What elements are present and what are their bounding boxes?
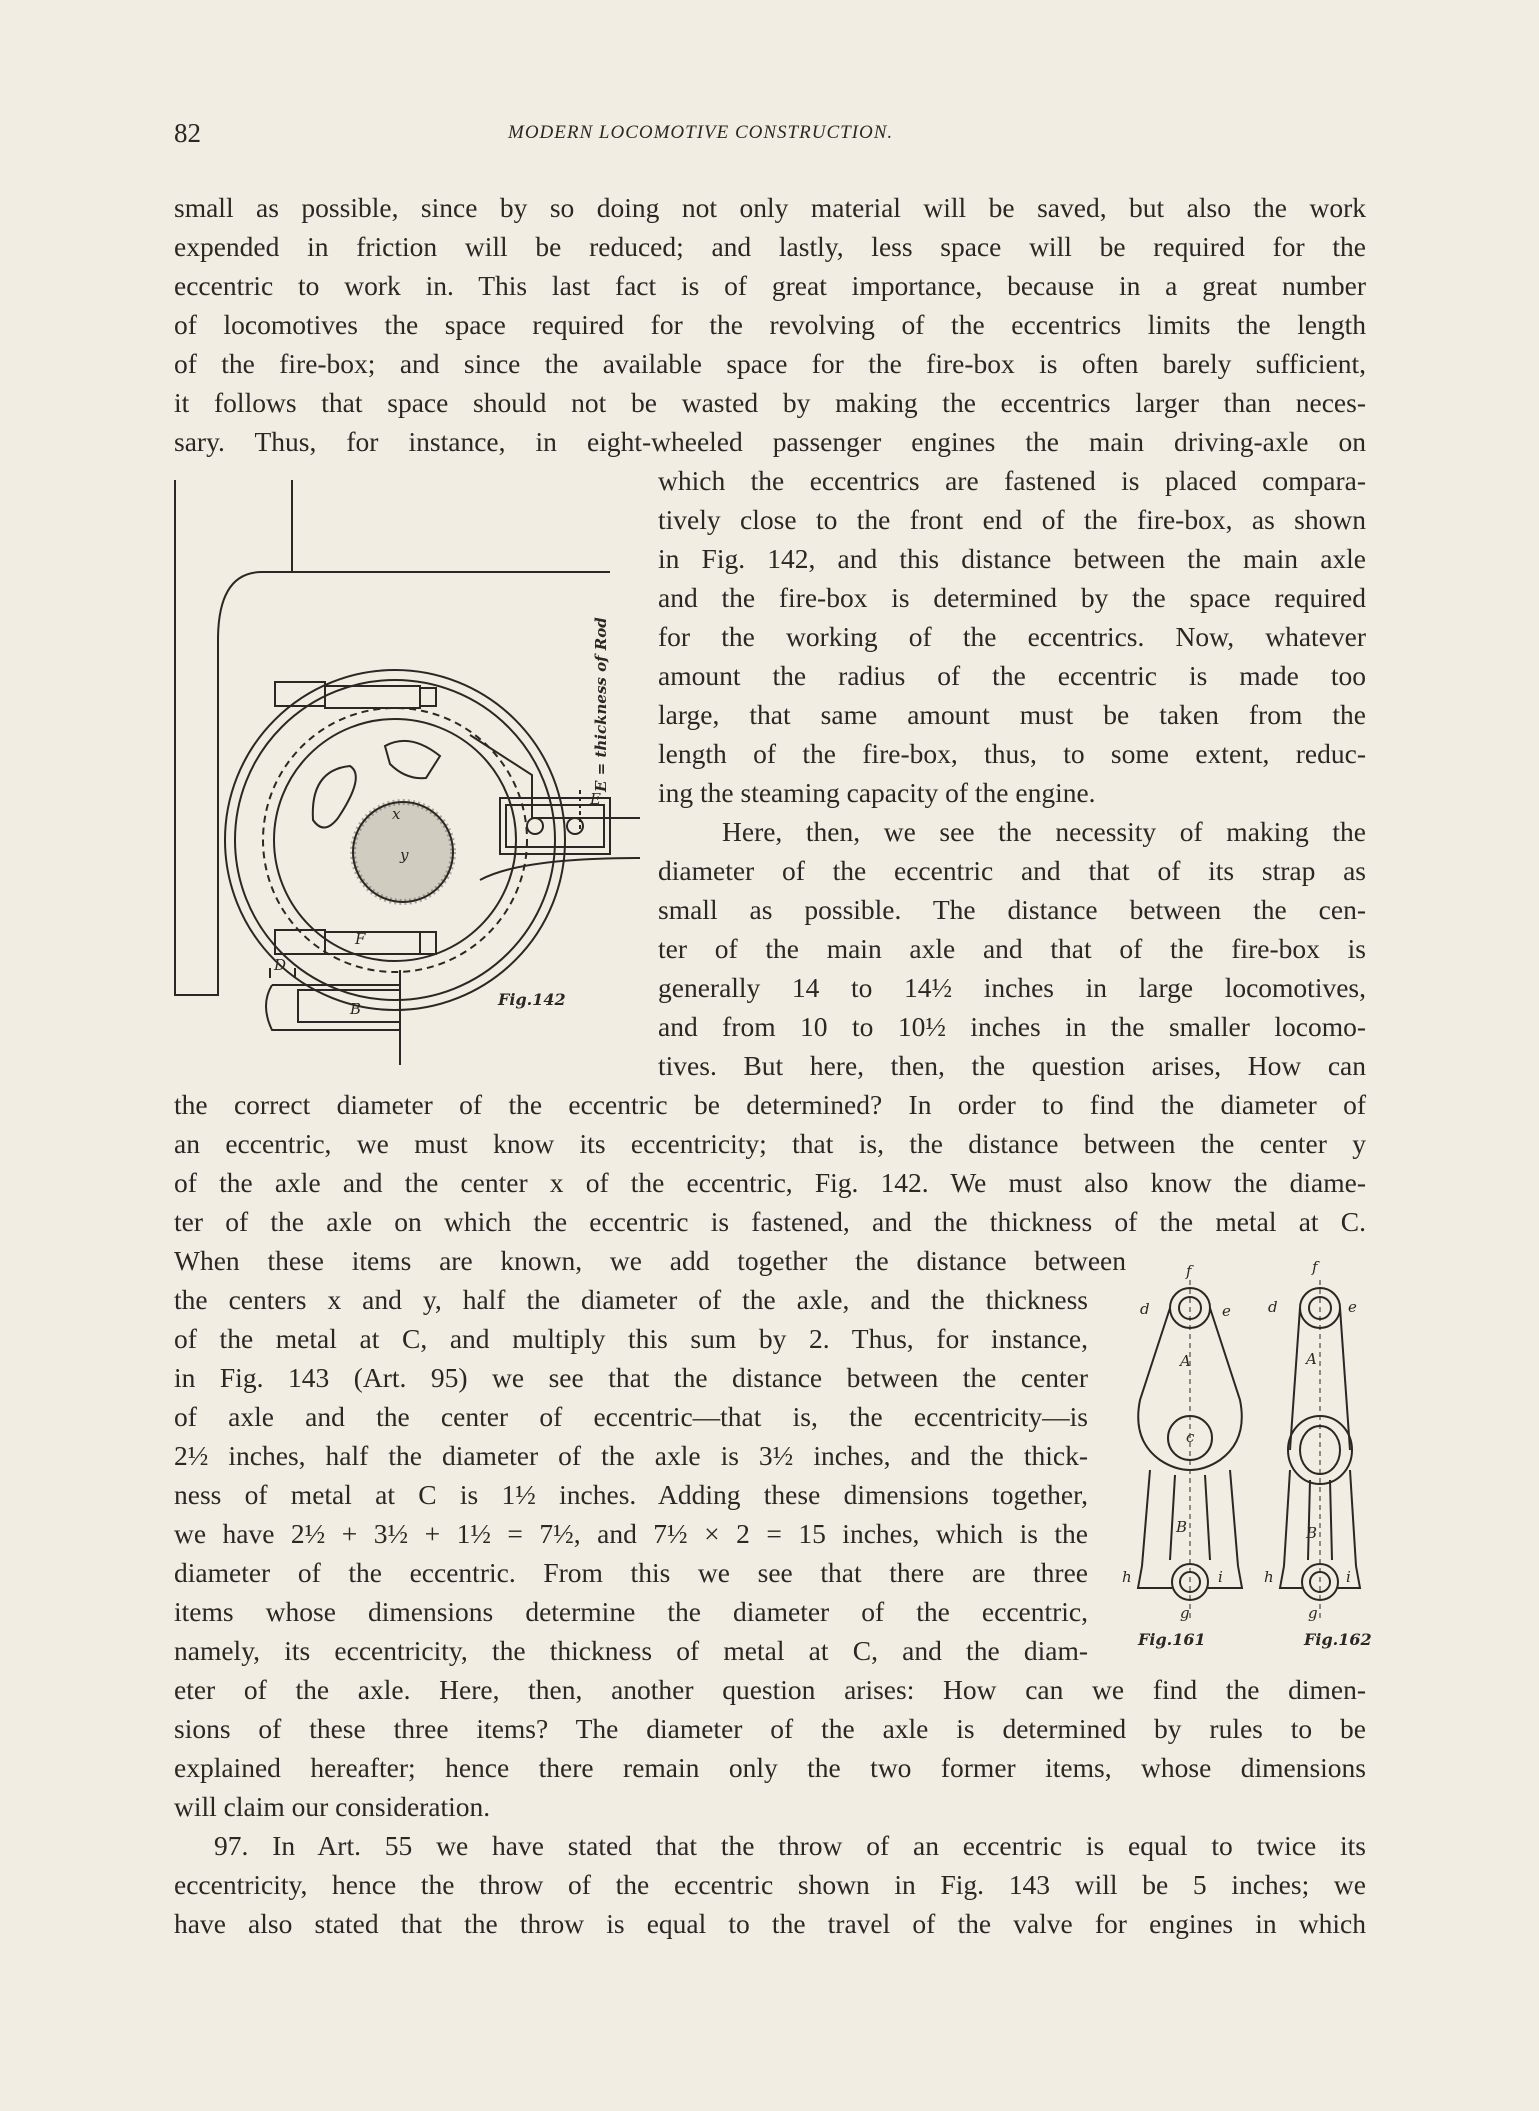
- text-line: 97. In Art. 55 we have stated that the throw of an eccentric is equal to twice its: [214, 1830, 1366, 1861]
- text-line: large, that same amount must be taken from the: [658, 699, 1366, 730]
- fig162-label-b: B: [1306, 1524, 1318, 1542]
- fig161-label-g: g: [1180, 1604, 1190, 1622]
- fig161-label-f: f: [1186, 1262, 1192, 1280]
- text-line: When these items are known, we add together the distance between: [174, 1245, 1126, 1276]
- text-line: explained hereafter; hence there remain only the two former items, whose dimensions: [174, 1752, 1366, 1783]
- fig161-label-e: e: [1222, 1302, 1231, 1320]
- page-number: 82: [174, 118, 201, 148]
- fig142-label-b: B: [350, 1000, 362, 1018]
- text-line: Here, then, we see the necessity of making the: [722, 816, 1366, 847]
- text-line: length of the fire-box, thus, to some extent, reduc-: [658, 738, 1366, 769]
- text-line: for the working of the eccentrics. Now, whatever: [658, 621, 1366, 652]
- text-line: tively close to the front end of the fire-box, as shown: [658, 504, 1366, 535]
- fig142-label-x: x: [392, 805, 401, 823]
- text-line: diameter of the eccentric and that of its strap as: [658, 855, 1366, 886]
- fig161-label-h: h: [1122, 1568, 1132, 1586]
- text-line: of axle and the center of eccentric—that is, the eccentricity—is: [174, 1401, 1088, 1432]
- text-line: we have 2½ + 3½ + 1½ = 7½, and 7½ × 2 = 15 inches, which is the: [174, 1518, 1088, 1549]
- fig161-label-b: B: [1176, 1518, 1188, 1536]
- fig162-label-e: e: [1348, 1298, 1357, 1316]
- text-line: expended in friction will be reduced; and lastly, less space will be required for the: [174, 231, 1366, 262]
- fig161-label-i: i: [1218, 1568, 1223, 1586]
- text-line: eccentricity, hence the throw of the eccentric shown in Fig. 143 will be 5 inches; we: [174, 1869, 1366, 1900]
- fig142-label-f: F: [355, 930, 366, 948]
- fig162-label-h: h: [1264, 1568, 1274, 1586]
- text-line: small as possible. The distance between the cen-: [658, 894, 1366, 925]
- text-line: generally 14 to 14½ inches in large locomotives,: [658, 972, 1366, 1003]
- fig142-side-label: E = thickness of Rod: [592, 617, 610, 792]
- text-line: of the metal at C, and multiply this sum by 2. Thus, for instance,: [174, 1323, 1088, 1354]
- text-line: 2½ inches, half the diameter of the axle is 3½ inches, and the thick-: [174, 1440, 1088, 1471]
- fig162-label-i: i: [1346, 1568, 1351, 1586]
- fig161-caption: Fig.161: [1138, 1630, 1206, 1649]
- text-line: sions of these three items? The diameter of the axle is determined by rules to be: [174, 1713, 1366, 1744]
- fig161-label-a: A: [1180, 1352, 1191, 1370]
- text-line: ness of metal at C is 1½ inches. Adding these dimensions together,: [174, 1479, 1088, 1510]
- text-line: ter of the axle on which the eccentric is fastened, and the thickness of the metal at C.: [174, 1206, 1366, 1237]
- text-line: in Fig. 142, and this distance between the main axle: [658, 543, 1366, 574]
- text-line: small as possible, since by so doing not only material will be saved, but also the work: [174, 192, 1366, 223]
- text-line: of locomotives the space required for the revolving of the eccentrics limits the length: [174, 309, 1366, 340]
- text-line: it follows that space should not be wasted by making the eccentrics larger than neces-: [174, 387, 1366, 418]
- fig162-label-d: d: [1268, 1298, 1278, 1316]
- text-line: which the eccentrics are fastened is placed compara-: [658, 465, 1366, 496]
- text-line: in Fig. 143 (Art. 95) we see that the distance between the center: [174, 1362, 1088, 1393]
- fig162-label-g: g: [1308, 1604, 1318, 1622]
- fig142-label-y: y: [400, 846, 409, 864]
- text-line: eccentric to work in. This last fact is of great importance, because in a great number: [174, 270, 1366, 301]
- text-line: and from 10 to 10½ inches in the smaller locomo-: [658, 1011, 1366, 1042]
- fig162-label-a: A: [1306, 1350, 1317, 1368]
- text-line: namely, its eccentricity, the thickness of metal at C, and the diam-: [174, 1635, 1088, 1666]
- fig142-label-e: E: [590, 790, 601, 808]
- text-line: tives. But here, then, the question arises, How can: [658, 1050, 1366, 1081]
- fig162-caption: Fig.162: [1304, 1630, 1372, 1649]
- text-line: ing the steaming capacity of the engine.: [658, 777, 1096, 808]
- text-line: the correct diameter of the eccentric be determined? In order to find the diameter of: [174, 1089, 1366, 1120]
- text-line: of the axle and the center x of the eccentric, Fig. 142. We must also know the diame-: [174, 1167, 1366, 1198]
- text-line: have also stated that the throw is equal to the travel of the valve for engines in which: [174, 1908, 1366, 1939]
- fig161-label-c: c: [1186, 1428, 1195, 1446]
- text-line: the centers x and y, half the diameter of the axle, and the thickness: [174, 1284, 1088, 1315]
- text-line: and the fire-box is determined by the space required: [658, 582, 1366, 613]
- text-line: an eccentric, we must know its eccentricity; that is, the distance between the center y: [174, 1128, 1366, 1159]
- text-line: will claim our consideration.: [174, 1791, 491, 1822]
- text-line: of the fire-box; and since the available space for the fire-box is often barely sufficient,: [174, 348, 1366, 379]
- figure-142: [170, 480, 640, 1080]
- fig142-label-d: D: [274, 956, 287, 974]
- fig162-label-f: f: [1312, 1258, 1318, 1276]
- fig142-caption: Fig.142: [498, 990, 566, 1009]
- text-line: sary. Thus, for instance, in eight-wheeled passenger engines the main driving-axle on: [174, 426, 1366, 457]
- fig161-label-d: d: [1140, 1300, 1150, 1318]
- text-line: items whose dimensions determine the diameter of the eccentric,: [174, 1596, 1088, 1627]
- text-line: amount the radius of the eccentric is made too: [658, 660, 1366, 691]
- text-line: diameter of the eccentric. From this we see that there are three: [174, 1557, 1088, 1588]
- text-line: ter of the main axle and that of the fire-box is: [658, 933, 1366, 964]
- figure-162: [1270, 1270, 1370, 1620]
- running-title: MODERN LOCOMOTIVE CONSTRUCTION.: [508, 122, 894, 143]
- text-line: eter of the axle. Here, then, another question arises: How can we find the dimen-: [174, 1674, 1366, 1705]
